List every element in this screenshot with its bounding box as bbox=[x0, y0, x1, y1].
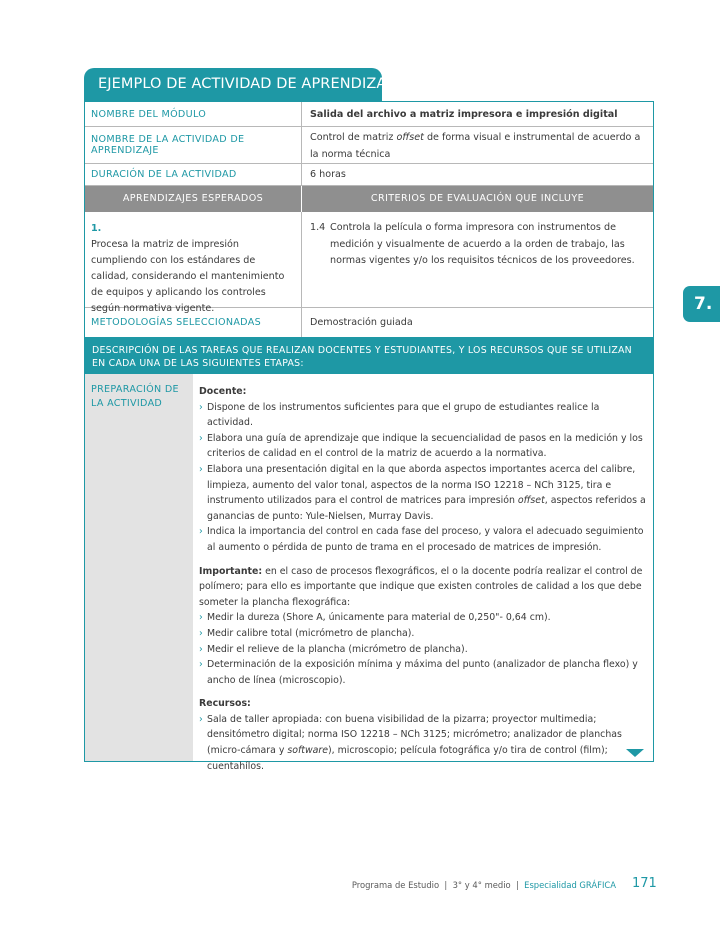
list-item: › Medir la dureza (Shore A, únicamente para material de 0,250"- 0,64 cm). bbox=[199, 610, 647, 626]
activity-title-tab bbox=[84, 68, 401, 101]
module-value: Salida del archivo a matriz impresora e impresión digital bbox=[310, 108, 618, 120]
list-item: › Elabora una guía de aprendizaje que indique la secuencialidad de pasos en la medición y los criterios de calidad en el control de la matriz de acuerdo a la normativa. bbox=[199, 431, 647, 462]
methodology-value: Demostración guiada bbox=[310, 317, 413, 328]
docente-heading: Docente: bbox=[199, 386, 247, 397]
criterion-number: 1.4 bbox=[310, 222, 326, 233]
duration-value: 6 horas bbox=[310, 169, 346, 180]
learning-row bbox=[85, 212, 653, 314]
module-row bbox=[85, 102, 653, 127]
list-item: › Medir calibre total (micrómetro de plancha). bbox=[199, 626, 647, 642]
criterion-cell bbox=[302, 212, 653, 307]
criteria-header: CRITERIOS DE EVALUACIÓN QUE INCLUYE bbox=[370, 193, 585, 204]
methodology-label: METODOLOGÍAS SELECCIONADAS bbox=[85, 308, 302, 337]
preparation-body bbox=[193, 374, 653, 774]
footer-text: Programa de Estudio | 3° y 4° medio | Especialidad GRÁFICA bbox=[351, 880, 616, 890]
description-banner: DESCRIPCIÓN DE LAS TAREAS QUE REALIZAN DOCENTES Y ESTUDIANTES, Y LOS RECURSOS QUE SE UTILIZAN EN CADA UNA DE LAS SIGUIENTES ETAPAS: bbox=[84, 338, 654, 374]
list-item: › Determinación de la exposición mínima y máxima del punto (analizador de plancha flexo) y ancho de línea (microscopio). bbox=[199, 657, 647, 688]
preparation-label: PREPARACIÓN DE LA ACTIVIDAD bbox=[85, 374, 193, 761]
methodology-row bbox=[85, 308, 653, 337]
learning-text: Procesa la matriz de impresión cumpliendo con los estándares de calidad, considerando el mantenimiento de equipos y aplicando los controles según normativa vigente. bbox=[91, 239, 285, 314]
list-item: › Dispone de los instrumentos suficientes para que el grupo de estudiantes realice la actividad. bbox=[199, 400, 647, 431]
duration-row bbox=[85, 164, 653, 186]
continue-arrow-icon bbox=[626, 749, 644, 757]
page-footer bbox=[0, 878, 720, 894]
list-item: › Elabora una presentación digital en la que aborda aspectos importantes acerca del calibre, limpieza, aumento del valor tonal, aspectos de la norma ISO 12218 – NCh 3125, tira e instrumento utilizados para el control de matrices para impresión offset, aspectos referidos a ganancias de punto: Yule-Nielsen, Murray Davis. bbox=[199, 462, 647, 524]
list-item: › Medir el relieve de la plancha (micrómetro de plancha). bbox=[199, 642, 647, 658]
activity-row bbox=[85, 127, 653, 164]
chapter-tab: 7. bbox=[683, 286, 720, 322]
column-headers bbox=[85, 186, 653, 212]
learning-number: 1. bbox=[91, 223, 102, 234]
activity-title: EJEMPLO DE ACTIVIDAD DE APRENDIZAJE bbox=[98, 76, 401, 92]
activity-label: NOMBRE DE LA ACTIVIDAD DE APRENDIZAJE bbox=[85, 127, 302, 163]
docente-list bbox=[199, 400, 647, 556]
activity-table bbox=[84, 101, 654, 338]
importante-text: en el caso de procesos flexográficos, el o la docente podría realizar el control de polímero; para ello es importante que indique que existen controles de calidad a los que debe someter la plancha flexográfica: bbox=[199, 565, 643, 608]
description-section bbox=[84, 338, 654, 374]
recursos-list bbox=[199, 712, 647, 774]
list-item: › Sala de taller apropiada: con buena visibilidad de la pizarra; proyector multimedia; densitómetro digital; norma ISO 12218 – NCh 3125; micrómetro; analizador de planchas (micro-cámara y software), microscopio; película fotográfica y/o tira de control (film); cuentahílos. bbox=[199, 712, 647, 774]
criterion-text: Controla la película o forma impresora con instrumentos de medición y visualmente de acuerdo a la orden de trabajo, las normas vigentes y/o los requisitos técnicos de los proveedores. bbox=[330, 222, 635, 266]
page-number: 171 bbox=[632, 876, 657, 891]
module-label: NOMBRE DEL MÓDULO bbox=[85, 102, 302, 126]
expected-learning-header: APRENDIZAJES ESPERADOS bbox=[85, 186, 302, 212]
importante-list bbox=[199, 610, 647, 688]
list-item: › Indica la importancia del control en cada fase del proceso, y valora el adecuado seguimiento al aumento o pérdida de punto de trama en el procesado de matrices de impresión. bbox=[199, 524, 647, 555]
activity-value: Control de matriz offset de forma visual e instrumental de acuerdo a la norma técnica bbox=[310, 132, 641, 160]
learning-cell bbox=[85, 212, 302, 314]
importante-label: Importante: bbox=[199, 565, 263, 577]
duration-label: DURACIÓN DE LA ACTIVIDAD bbox=[85, 164, 302, 185]
preparation-section bbox=[84, 374, 654, 772]
recursos-heading: Recursos: bbox=[199, 698, 251, 710]
importante-paragraph bbox=[199, 564, 647, 611]
